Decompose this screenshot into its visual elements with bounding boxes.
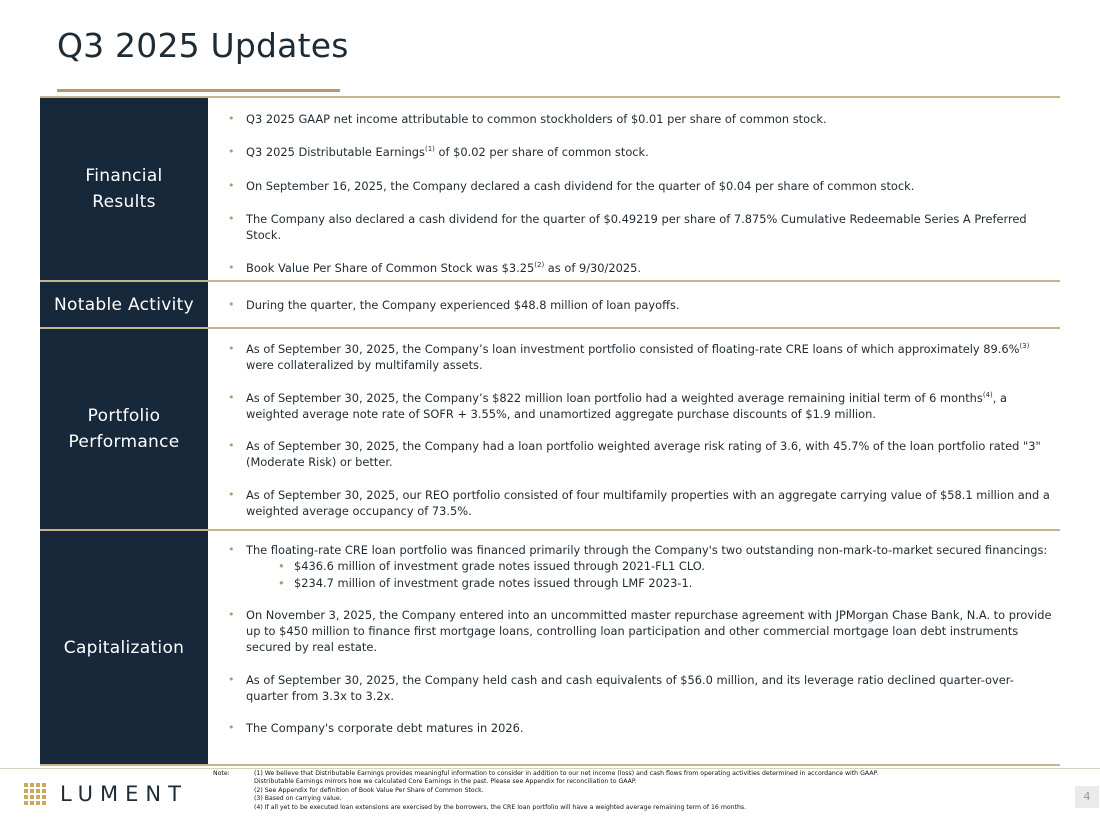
bullet-text: The Company's corporate debt matures in 2026. <box>246 721 524 736</box>
section-label <box>40 282 208 327</box>
footer-divider <box>0 768 1100 769</box>
section-portfolio-performance <box>40 327 1060 529</box>
section-content <box>208 531 1060 764</box>
bullet-text: As of September 30, 2025, our REO portfolio consisted of four multifamily properties with an aggregate carrying value of $58.1 million and a weighted average occupancy of 73.5%. <box>246 487 1050 519</box>
sub-bullet-item: • $436.6 million of investment grade notes issued through 2021-FL1 CLO. <box>246 558 1054 574</box>
bullet-item <box>222 178 1054 194</box>
bullet-item <box>222 144 1054 160</box>
bullet-item <box>222 341 1054 374</box>
footnote-line: (1) We believe that Distributable Earnings provides meaningful information to consider in addition to our net income (loss) and cash flows from operating activities determined in accordance with GAAP. <box>254 770 879 777</box>
bullet-text: The floating-rate CRE loan portfolio was financed primarily through the Company's two outstanding non-mark-to-market secured financings: <box>246 543 1048 557</box>
bullet-text: The Company also declared a cash dividend for the quarter of $0.49219 per share of 7.875% Cumulative Redeemable Series A Preferred Stock. <box>246 211 1027 243</box>
footnote-marker: (4) <box>982 390 993 399</box>
bullet-item <box>222 438 1054 471</box>
bullet-text: Q3 2025 GAAP net income attributable to common stockholders of $0.01 per share of common stock. <box>246 112 827 126</box>
footnotes <box>213 770 1073 812</box>
section-content <box>208 329 1060 529</box>
page-number: 4 <box>1075 786 1099 808</box>
logo-wordmark: LUMENT <box>60 782 188 806</box>
bullet-text-part: as of 9/30/2025. <box>544 261 641 276</box>
bullet-item <box>222 542 1054 591</box>
bullet-item <box>222 720 1054 736</box>
bullet-text: As of September 30, 2025, the Company held cash and cash equivalents of $56.0 million, and its leverage ratio declined quarter-over-quarter from 3.3x to 3.2x. <box>246 672 1014 704</box>
section-content <box>208 98 1060 280</box>
footnote-line: Distributable Earnings mirrors how we calculated Core Earnings in the past. Please see Appendix for reconciliation to GAAP. <box>254 778 637 786</box>
bullet-text-part: , a weighted average note rate of SOFR + 3.55%, and unamortized aggregate purchase discounts of $1.9 million. <box>246 390 1007 421</box>
bullet-text: During the quarter, the Company experienced $48.8 million of loan payoffs. <box>246 298 680 312</box>
section-notable-activity <box>40 280 1060 327</box>
section-label-text: Financial Results <box>85 166 163 212</box>
footnote-label: Note: <box>213 770 230 777</box>
section-financial-results <box>40 96 1060 280</box>
section-content <box>208 282 1060 327</box>
bullet-item <box>222 297 1054 313</box>
logo-grid-icon <box>24 783 46 805</box>
bullet-item <box>222 390 1054 423</box>
section-label-text: Portfolio Performance <box>68 406 180 452</box>
footnote-line: (2) See Appendix for definition of Book Value Per Share of Common Stock. <box>254 786 484 794</box>
bullet-text-part: Q3 2025 Distributable Earnings <box>246 145 425 160</box>
footnote-marker: (3) <box>1019 342 1030 351</box>
section-label <box>40 329 208 529</box>
bullet-text-part: of $0.02 per share of common stock. <box>434 145 649 160</box>
bullet-item <box>222 487 1054 520</box>
bullet-text: On November 3, 2025, the Company entered into an uncommitted master repurchase agreement with JPMorgan Chase Bank, N.A. to provide up to $450 million to finance first mortgage loans, controlling loan participation and other commercial mortgage loan debt instruments secured by real estate. <box>246 607 1052 655</box>
bullet-text: As of September 30, 2025, the Company had a loan portfolio weighted average risk rating of 3.6, with 45.7% of the loan portfolio rated "3" (Moderate Risk) or better. <box>246 439 1041 470</box>
bullet-text-part: Book Value Per Share of Common Stock was $3.25 <box>246 261 535 276</box>
bullet-text: On September 16, 2025, the Company declared a cash dividend for the quarter of $0.04 per share of common stock. <box>246 178 915 193</box>
section-label-text: Notable Activity <box>54 294 194 315</box>
title-underline <box>57 89 340 92</box>
bullet-item <box>222 672 1054 705</box>
footnote-marker: (2) <box>534 261 545 270</box>
bullet-text-part: As of September 30, 2025, the Company’s $822 million loan portfolio had a weighted average remaining initial term of 6 months <box>246 390 983 405</box>
bullet-text-part: As of September 30, 2025, the Company’s loan investment portfolio consisted of floating-rate CRE loans of which approximately 89.6% <box>246 342 1020 356</box>
section-capitalization <box>40 529 1060 766</box>
bullet-item <box>222 260 1054 276</box>
bullet-item <box>222 111 1054 127</box>
section-label <box>40 531 208 764</box>
updates-table <box>40 96 1060 766</box>
section-label-text: Capitalization <box>63 637 185 658</box>
footnote-marker: (1) <box>424 145 435 154</box>
lument-logo <box>24 782 188 806</box>
bullet-text-part: were collateralized by multifamily assets. <box>246 358 483 373</box>
footnote-line: (3) Based on carrying value. <box>254 795 342 803</box>
footnote-line: (4) If all yet to be executed loan extensions are exercised by the borrowers, the CRE loan portfolio will have a weighted average remaining term of 16 months. <box>254 803 747 811</box>
section-label <box>40 98 208 280</box>
bullet-item <box>222 211 1054 244</box>
page-title: Q3 2025 Updates <box>57 26 349 65</box>
sub-bullet-item: • $234.7 million of investment grade notes issued through LMF 2023-1. <box>246 575 1054 591</box>
bullet-item <box>222 607 1054 656</box>
